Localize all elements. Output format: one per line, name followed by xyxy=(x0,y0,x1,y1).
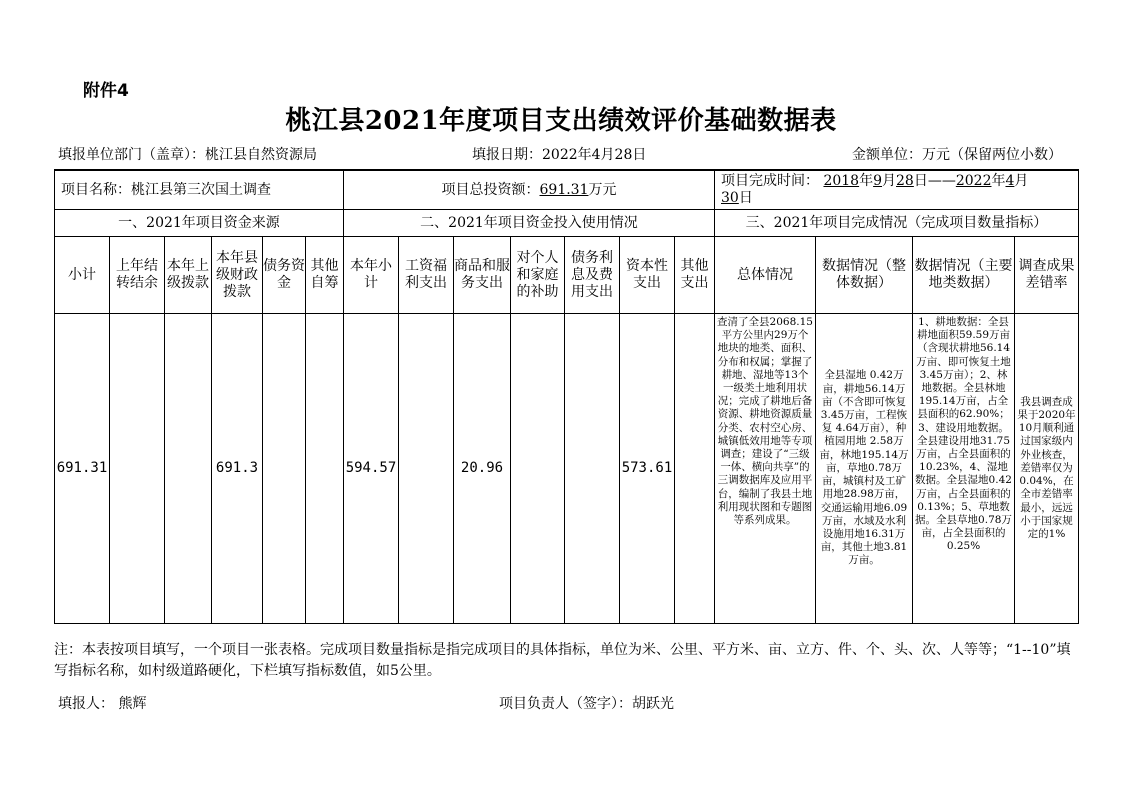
col-other-expenses: 其他支出 xyxy=(675,237,715,314)
value-debt-funds xyxy=(263,314,306,624)
value-household-subsidy xyxy=(511,314,565,624)
value-other-expenses xyxy=(675,314,715,624)
col-carryover: 上年结转结余 xyxy=(110,237,165,314)
value-error-rate: 我县调查成果于2020年10月顺利通过国家级内外业核查，差错率仅为0.04%，在全市差错率最小，远远小于国家规定的1% xyxy=(1017,395,1076,540)
project-name: 项目名称：桃江县第三次国土调查 xyxy=(61,181,271,198)
value-debt-interest xyxy=(565,314,620,624)
end-year: 2022 xyxy=(955,173,992,189)
section-completion: 三、2021年项目完成情况（完成项目数量指标） xyxy=(715,210,1079,237)
col-capital: 资本性支出 xyxy=(620,237,675,314)
col-year-subtotal: 本年小计 xyxy=(344,237,399,314)
start-year: 2018 xyxy=(823,173,860,189)
amount-unit: 金额单位：万元（保留两位小数） xyxy=(852,147,1062,163)
reporting-date: 填报日期：2022年4月28日 xyxy=(472,147,647,163)
end-month-unit: 月 xyxy=(1014,173,1029,189)
col-subtotal: 小计 xyxy=(55,237,110,314)
total-investment-cell xyxy=(344,170,715,210)
col-overall: 总体情况 xyxy=(715,237,816,314)
end-day-unit: 日 xyxy=(738,190,753,206)
col-wages: 工资福利支出 xyxy=(399,237,454,314)
total-investment-unit: 万元 xyxy=(588,181,617,198)
col-main-land-data: 数据情况（主要地类数据） xyxy=(913,237,1015,314)
value-goods-services: 20.96 xyxy=(454,314,511,624)
col-overall-data: 数据情况（整体数据） xyxy=(816,237,913,314)
value-error-rate-cell xyxy=(1015,314,1079,624)
section-funding-use: 二、2021年项目资金投入使用情况 xyxy=(344,210,715,237)
end-year-unit: 年 xyxy=(991,173,1006,189)
value-main-land-cell xyxy=(913,314,1015,624)
start-day-unit: 日—— xyxy=(913,173,956,189)
start-year-unit: 年 xyxy=(859,173,874,189)
start-month: 9 xyxy=(873,173,883,189)
start-month-unit: 月 xyxy=(882,173,897,189)
completion-time-label: 项目完成时间： xyxy=(721,173,819,189)
total-investment-value: 691.31 xyxy=(539,181,589,198)
col-superior-funds: 本年上级拨款 xyxy=(165,237,212,314)
project-name-cell xyxy=(55,170,344,210)
value-county-funds: 691.3 xyxy=(212,314,263,624)
col-household-subsidy: 对个人和家庭的补助 xyxy=(511,237,565,314)
table-note: 注：本表按项目填写，一个项目一张表格。完成项目数量指标是指完成项目的具体指标，单位为米、公里、平方米、亩、立方、件、个、头、次、人等等；“1--10”填写指标名称，如村级道路硬化，下栏填写指标数值，如5公里。 xyxy=(54,642,1071,679)
col-county-funds: 本年县级财政拨款 xyxy=(212,237,263,314)
col-debt-funds: 债务资金 xyxy=(263,237,306,314)
completion-time-cell xyxy=(715,170,1079,210)
value-overall-data: 全县湿地 0.42万亩，耕地56.14万亩（不含即可恢复3.45万亩，工程恢复 4.64万亩），种植园用地 2.58万亩，林地195.14万亩，草地0.78万亩，城镇村及工矿用地28.98万亩，交通运输用地6.09万亩，水域及水利设施用地16.31万亩，其他土地3.81万亩。 xyxy=(819,369,909,567)
value-capital: 573.61 xyxy=(620,314,675,624)
end-day: 30 xyxy=(721,190,739,206)
value-overall: 查清了全县2068.15平方公里内29万个地块的地类、面积、分布和权属；掌握了耕地、湿地等13个一级类土地利用状况；完成了耕地后备资源、耕地资源质量分类、农村空心房、城镇低效用地等专项调查；建设了“三级一体、横向共享”的三调数据库及应用平台，编制了我县土地利用现状图和专题图等系列成果。 xyxy=(717,316,813,527)
col-goods-services: 商品和服务支出 xyxy=(454,237,511,314)
col-self-raised: 其他自筹 xyxy=(306,237,344,314)
reporting-unit: 填报单位部门（盖章）：桃江县自然资源局 xyxy=(58,147,317,163)
attachment-label: 附件4 xyxy=(83,81,129,101)
value-superior-funds xyxy=(165,314,212,624)
filler-name: 填报人： 熊辉 xyxy=(58,696,147,712)
col-debt-interest: 债务利息及费用支出 xyxy=(565,237,620,314)
section-funding-source: 一、2021年项目资金来源 xyxy=(55,210,344,237)
total-investment-label: 项目总投资额： xyxy=(441,181,540,198)
end-month: 4 xyxy=(1005,173,1015,189)
value-subtotal: 691.31 xyxy=(55,314,110,624)
project-manager: 项目负责人（签字）：胡跃光 xyxy=(499,696,674,712)
value-wages xyxy=(399,314,454,624)
value-year-subtotal: 594.57 xyxy=(344,314,399,624)
value-overall-data-cell xyxy=(816,314,913,624)
col-error-rate: 调查成果差错率 xyxy=(1015,237,1079,314)
value-main-land-data: 1、耕地数据：全县耕地面积59.59万亩（含现状耕地56.14万亩、即可恢复土地3.45万亩）；2、林地数据。全县林地195.14万亩，占全县面积的62.90%；3、建设用地数据。全县建设用地31.75万亩，占全县面积的10.23%，4、湿地数据。全县湿地0.42万亩，占全县面积的0.13%；5、草地数据。全县草地0.78万亩，占全县面积的0.25% xyxy=(915,316,1012,553)
start-day: 28 xyxy=(896,173,914,189)
value-self-raised xyxy=(306,314,344,624)
value-carryover xyxy=(110,314,165,624)
page-title: 桃江县2021年度项目支出绩效评价基础数据表 xyxy=(285,106,837,136)
value-overall-cell xyxy=(715,314,816,624)
performance-data-table xyxy=(54,169,1079,624)
